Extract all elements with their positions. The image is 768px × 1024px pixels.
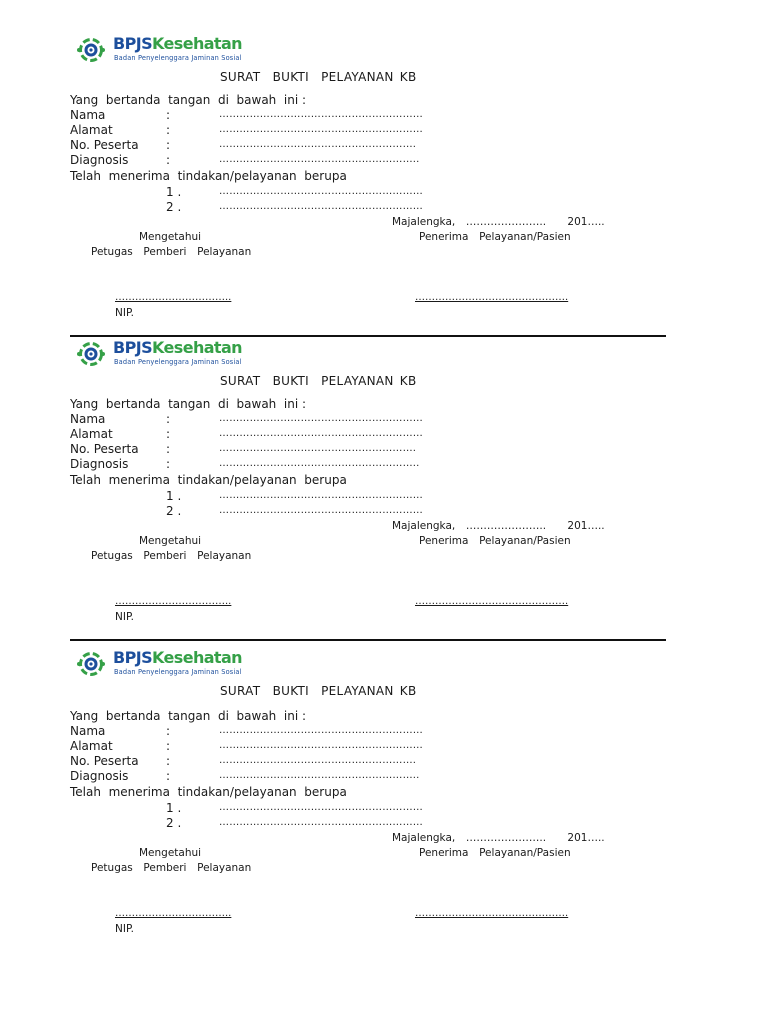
field-colon: : [166, 769, 171, 783]
recipient-label: Penerima Pelayanan/Pasien [419, 535, 571, 547]
acknowledged-label: Mengetahui [139, 231, 202, 243]
field-colon: : [166, 754, 171, 768]
form-copy-2 [0, 304, 768, 623]
field-label-nama: Nama [70, 724, 106, 738]
service-dots: …………………………………………………… [219, 490, 423, 501]
field-colon: : [166, 153, 171, 167]
form-copy-1 [0, 0, 768, 319]
acknowledged-label: Mengetahui [139, 847, 202, 859]
place-date: Majalengka, ………………….. 201….. [392, 216, 605, 228]
field-colon: : [166, 108, 171, 122]
field-label-no-peserta: No. Peserta [70, 754, 139, 768]
field-dots-no-peserta: …………………………………………………. [219, 755, 417, 766]
field-label-diagnosis: Diagnosis [70, 153, 129, 167]
officer-signature-line: …………………………….. [115, 292, 232, 303]
officer-signature-line: …………………………….. [115, 908, 232, 919]
logo-brand: BPJSKesehatan [113, 338, 242, 357]
logo-tagline: Badan Penyelenggara Jaminan Sosial [114, 358, 242, 366]
nip-label: NIP. [115, 307, 134, 319]
nip-label: NIP. [115, 923, 134, 935]
field-label-alamat: Alamat [70, 427, 113, 441]
nip-label: NIP. [115, 611, 134, 623]
logo-brand: BPJSKesehatan [113, 34, 242, 53]
officer-label: Petugas Pemberi Pelayanan [91, 862, 252, 874]
field-dots-diagnosis: ………………………………………………….. [219, 770, 420, 781]
field-colon: : [166, 724, 171, 738]
form-copy-3 [0, 614, 768, 935]
field-colon: : [166, 442, 171, 456]
place-date: Majalengka, ………………….. 201….. [392, 832, 605, 844]
received-text: Telah menerima tindakan/pelayanan berupa [70, 785, 347, 799]
field-label-nama: Nama [70, 108, 106, 122]
service-dots: …………………………………………………… [219, 505, 423, 516]
service-number: 2 . [166, 504, 182, 518]
officer-signature-line: …………………………….. [115, 596, 232, 607]
field-dots-nama: …………………………………………………… [219, 725, 423, 736]
field-label-diagnosis: Diagnosis [70, 457, 129, 471]
logo-tagline: Badan Penyelenggara Jaminan Sosial [114, 668, 242, 676]
service-dots: …………………………………………………… [219, 817, 423, 828]
recipient-label: Penerima Pelayanan/Pasien [419, 231, 571, 243]
received-text: Telah menerima tindakan/pelayanan berupa [70, 473, 347, 487]
field-dots-alamat: …………………………………………………… [219, 428, 423, 439]
place-date: Majalengka, ………………….. 201….. [392, 520, 605, 532]
field-label-diagnosis: Diagnosis [70, 769, 129, 783]
field-dots-nama: …………………………………………………… [219, 109, 423, 120]
field-dots-nama: …………………………………………………… [219, 413, 423, 424]
acknowledged-label: Mengetahui [139, 535, 202, 547]
field-dots-no-peserta: …………………………………………………. [219, 139, 417, 150]
field-dots-alamat: …………………………………………………… [219, 740, 423, 751]
officer-label: Petugas Pemberi Pelayanan [91, 550, 252, 562]
field-dots-alamat: …………………………………………………… [219, 124, 423, 135]
field-dots-no-peserta: …………………………………………………. [219, 443, 417, 454]
logo-brand: BPJSKesehatan [113, 648, 242, 667]
intro-text: Yang bertanda tangan di bawah ini : [70, 709, 307, 723]
logo-tagline: Badan Penyelenggara Jaminan Sosial [114, 54, 242, 62]
field-colon: : [166, 739, 171, 753]
service-dots: …………………………………………………… [219, 201, 423, 212]
recipient-signature-line: ………………………………………. [415, 908, 569, 919]
bpjs-logo-icon [76, 341, 106, 367]
officer-label: Petugas Pemberi Pelayanan [91, 246, 252, 258]
bpjs-logo [76, 338, 266, 367]
form-title: SURAT BUKTI PELAYANAN KB [220, 684, 417, 698]
form-title: SURAT BUKTI PELAYANAN KB [220, 374, 417, 388]
service-dots: …………………………………………………… [219, 186, 423, 197]
field-label-alamat: Alamat [70, 123, 113, 137]
field-label-no-peserta: No. Peserta [70, 442, 139, 456]
field-colon: : [166, 412, 171, 426]
bpjs-logo [76, 34, 266, 63]
service-number: 2 . [166, 200, 182, 214]
bpjs-logo-icon [76, 37, 106, 63]
bpjs-logo [76, 648, 266, 677]
received-text: Telah menerima tindakan/pelayanan berupa [70, 169, 347, 183]
service-dots: …………………………………………………… [219, 802, 423, 813]
field-dots-diagnosis: ………………………………………………….. [219, 154, 420, 165]
field-colon: : [166, 457, 171, 471]
intro-text: Yang bertanda tangan di bawah ini : [70, 93, 307, 107]
recipient-label: Penerima Pelayanan/Pasien [419, 847, 571, 859]
field-label-alamat: Alamat [70, 739, 113, 753]
field-dots-diagnosis: ………………………………………………….. [219, 458, 420, 469]
form-title: SURAT BUKTI PELAYANAN KB [220, 70, 417, 84]
service-number: 1 . [166, 489, 182, 503]
bpjs-logo-icon [76, 651, 106, 677]
recipient-signature-line: ………………………………………. [415, 292, 569, 303]
service-number: 1 . [166, 185, 182, 199]
field-colon: : [166, 138, 171, 152]
service-number: 1 . [166, 801, 182, 815]
field-label-nama: Nama [70, 412, 106, 426]
field-colon: : [166, 427, 171, 441]
recipient-signature-line: ………………………………………. [415, 596, 569, 607]
field-label-no-peserta: No. Peserta [70, 138, 139, 152]
intro-text: Yang bertanda tangan di bawah ini : [70, 397, 307, 411]
field-colon: : [166, 123, 171, 137]
service-number: 2 . [166, 816, 182, 830]
